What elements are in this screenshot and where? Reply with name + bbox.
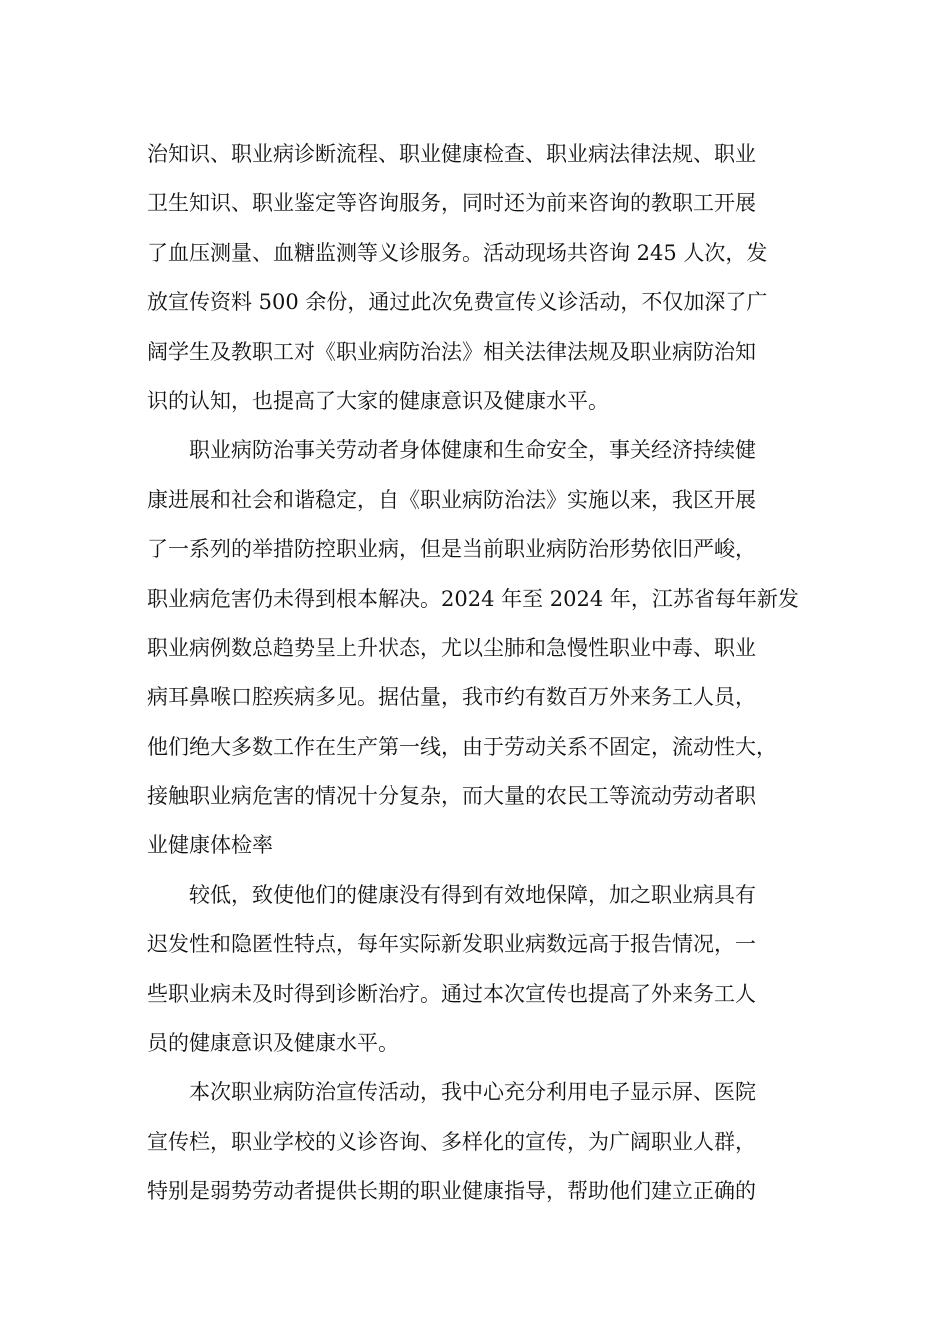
text-line: 员的健康意识及健康水平。 <box>147 1031 399 1056</box>
text-line: 阔学生及教职工对《职业病防治法》相关法律法规及职业病防治知 <box>147 339 756 364</box>
text-line: 接触职业病危害的情况十分复杂，而大量的农民工等流动劳动者职 <box>147 784 756 809</box>
text-line: 特别是弱势劳动者提供长期的职业健康指导，帮助他们建立正确的 <box>147 1179 756 1204</box>
text-line: 他们绝大多数工作在生产第一线，由于劳动关系不固定，流动性大， <box>147 734 777 759</box>
paragraph-1 <box>147 130 827 426</box>
text-line: 病耳鼻喉口腔疾病多见。据估量，我市约有数百万外来务工人员， <box>147 685 756 710</box>
text-line: 迟发性和隐匿性特点，每年实际新发职业病数远高于报告情况，一 <box>147 932 756 957</box>
text-line: 些职业病未及时得到诊断治疗。通过本次宣传也提高了外来务工人 <box>147 981 756 1006</box>
paragraph-2 <box>147 426 827 871</box>
text-line: 职业病危害仍未得到根本解决。2024 年至 2024 年，江苏省每年新发 <box>147 586 799 611</box>
text-line: 了一系列的举措防控职业病，但是当前职业病防治形势依旧严峻， <box>147 537 756 562</box>
text-line: 卫生知识、职业鉴定等咨询服务，同时还为前来咨询的教职工开展 <box>147 191 756 216</box>
text-line-indented: 职业病防治事关劳动者身体健康和生命安全，事关经济持续健 <box>189 438 756 463</box>
text-line: 宣传栏，职业学校的义诊咨询、多样化的宣传，为广阔职业人群， <box>147 1129 756 1154</box>
paragraph-4 <box>147 1068 827 1216</box>
text-line: 识的认知，也提高了大家的健康意识及健康水平。 <box>147 388 609 413</box>
text-line: 业健康体检率 <box>147 833 273 858</box>
text-line: 康进展和社会和谐稳定，自《职业病防治法》实施以来，我区开展 <box>147 487 756 512</box>
text-line-indented: 本次职业病防治宣传活动，我中心充分利用电子显示屏、医院 <box>189 1080 756 1105</box>
text-line: 放宣传资料 500 余份，通过此次免费宣传义诊活动，不仅加深了广 <box>147 290 768 315</box>
text-line: 职业病例数总趋势呈上升状态，尤以尘肺和急慢性职业中毒、职业 <box>147 635 756 660</box>
body-text <box>147 130 827 1217</box>
paragraph-3 <box>147 871 827 1069</box>
text-line-indented: 较低，致使他们的健康没有得到有效地保障，加之职业病具有 <box>189 882 756 907</box>
text-line: 了血压测量、血糖监测等义诊服务。活动现场共咨询 245 人次，发 <box>147 240 768 265</box>
text-line: 治知识、职业病诊断流程、职业健康检查、职业病法律法规、职业 <box>147 142 756 166</box>
